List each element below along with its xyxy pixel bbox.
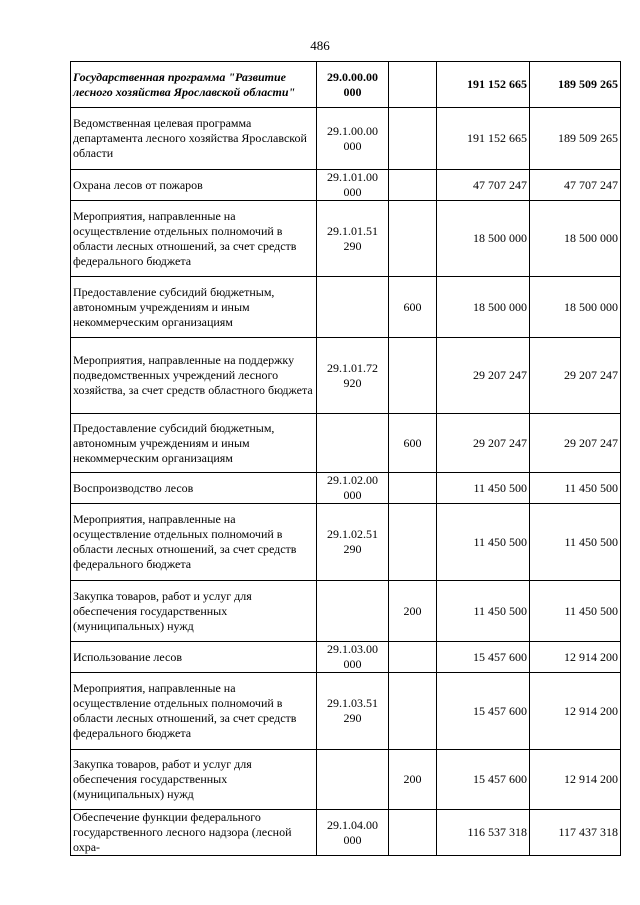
- row-expense-type: [389, 642, 437, 673]
- row-amount-year2: 11 450 500: [530, 581, 621, 642]
- row-amount-year1: 11 450 500: [437, 473, 530, 504]
- row-name: Мероприятия, направленные на осуществление отдельных полномочий в области лесных отношений, за счет средств федерального бюджета: [71, 673, 317, 750]
- row-name: Предоставление субсидий бюджетным, автономным учреждениям и иным некоммерческим организациям: [71, 277, 317, 338]
- row-amount-year2: 117 437 318: [530, 810, 621, 856]
- table-row: [71, 277, 621, 338]
- row-expense-type: [389, 504, 437, 581]
- row-name: Охрана лесов от пожаров: [71, 170, 317, 201]
- row-code: 29.1.02.00 000: [317, 473, 389, 504]
- row-expense-type: [389, 338, 437, 414]
- row-code: 29.1.01.00 000: [317, 170, 389, 201]
- row-amount-year1: 29 207 247: [437, 338, 530, 414]
- row-amount-year2: 11 450 500: [530, 504, 621, 581]
- row-code: 29.0.00.00 000: [317, 62, 389, 108]
- row-expense-type: [389, 62, 437, 108]
- row-amount-year1: 15 457 600: [437, 673, 530, 750]
- row-amount-year1: 15 457 600: [437, 642, 530, 673]
- table-row: [71, 201, 621, 277]
- row-expense-type: [389, 473, 437, 504]
- row-code: 29.1.01.72 920: [317, 338, 389, 414]
- row-code: 29.1.02.51 290: [317, 504, 389, 581]
- row-amount-year1: 18 500 000: [437, 277, 530, 338]
- row-expense-type: 200: [389, 581, 437, 642]
- row-expense-type: 600: [389, 414, 437, 473]
- row-amount-year2: 12 914 200: [530, 642, 621, 673]
- row-code: 29.1.00.00 000: [317, 108, 389, 170]
- table-row: [71, 108, 621, 170]
- row-code: [317, 414, 389, 473]
- row-amount-year1: 15 457 600: [437, 750, 530, 810]
- table-row: [71, 581, 621, 642]
- table-row: [71, 473, 621, 504]
- row-amount-year2: 18 500 000: [530, 201, 621, 277]
- row-name: Государственная программа "Развитие лесного хозяйства Ярославской области": [71, 62, 317, 108]
- row-code: 29.1.04.00 000: [317, 810, 389, 856]
- row-amount-year1: 191 152 665: [437, 62, 530, 108]
- row-amount-year2: 189 509 265: [530, 62, 621, 108]
- row-name: Воспроизводство лесов: [71, 473, 317, 504]
- row-expense-type: [389, 810, 437, 856]
- row-name: Использование лесов: [71, 642, 317, 673]
- row-amount-year2: 29 207 247: [530, 338, 621, 414]
- row-amount-year1: 11 450 500: [437, 581, 530, 642]
- row-name: Мероприятия, направленные на осуществление отдельных полномочий в области лесных отношений, за счет средств федерального бюджета: [71, 201, 317, 277]
- row-expense-type: [389, 170, 437, 201]
- row-code: 29.1.03.51 290: [317, 673, 389, 750]
- row-code: [317, 750, 389, 810]
- row-amount-year1: 11 450 500: [437, 504, 530, 581]
- row-amount-year1: 191 152 665: [437, 108, 530, 170]
- row-amount-year2: 12 914 200: [530, 673, 621, 750]
- table-row: [71, 810, 621, 856]
- row-amount-year2: 47 707 247: [530, 170, 621, 201]
- table-row: [71, 170, 621, 201]
- table-row: [71, 504, 621, 581]
- row-name: Закупка товаров, работ и услуг для обеспечения государственных (муниципальных) нужд: [71, 581, 317, 642]
- row-expense-type: [389, 201, 437, 277]
- row-amount-year1: 47 707 247: [437, 170, 530, 201]
- table-row: [71, 750, 621, 810]
- row-amount-year2: 189 509 265: [530, 108, 621, 170]
- row-name: Мероприятия, направленные на осуществление отдельных полномочий в области лесных отношений, за счет средств федерального бюджета: [71, 504, 317, 581]
- row-code: 29.1.01.51 290: [317, 201, 389, 277]
- page-number: 486: [310, 38, 330, 53]
- row-amount-year1: 18 500 000: [437, 201, 530, 277]
- row-amount-year1: 116 537 318: [437, 810, 530, 856]
- row-code: [317, 581, 389, 642]
- row-code: 29.1.03.00 000: [317, 642, 389, 673]
- row-expense-type: [389, 108, 437, 170]
- row-name: Ведомственная целевая программа департамента лесного хозяйства Ярославской области: [71, 108, 317, 170]
- row-amount-year2: 29 207 247: [530, 414, 621, 473]
- row-amount-year2: 18 500 000: [530, 277, 621, 338]
- row-expense-type: [389, 673, 437, 750]
- row-code: [317, 277, 389, 338]
- table-row: [71, 338, 621, 414]
- table-row: [71, 642, 621, 673]
- row-amount-year2: 12 914 200: [530, 750, 621, 810]
- row-amount-year1: 29 207 247: [437, 414, 530, 473]
- table-row: [71, 62, 621, 108]
- row-name: Обеспечение функции федерального государственного лесного надзора (лесной охра-: [71, 810, 317, 856]
- table-row: [71, 673, 621, 750]
- row-name: Закупка товаров, работ и услуг для обеспечения государственных (муниципальных) нужд: [71, 750, 317, 810]
- row-amount-year2: 11 450 500: [530, 473, 621, 504]
- table-row: [71, 414, 621, 473]
- row-expense-type: 200: [389, 750, 437, 810]
- row-expense-type: 600: [389, 277, 437, 338]
- row-name: Мероприятия, направленные на поддержку подведомственных учреждений лесного хозяйства, за счет средств областного бюджета: [71, 338, 317, 414]
- budget-table: [70, 61, 621, 856]
- row-name: Предоставление субсидий бюджетным, автономным учреждениям и иным некоммерческим организациям: [71, 414, 317, 473]
